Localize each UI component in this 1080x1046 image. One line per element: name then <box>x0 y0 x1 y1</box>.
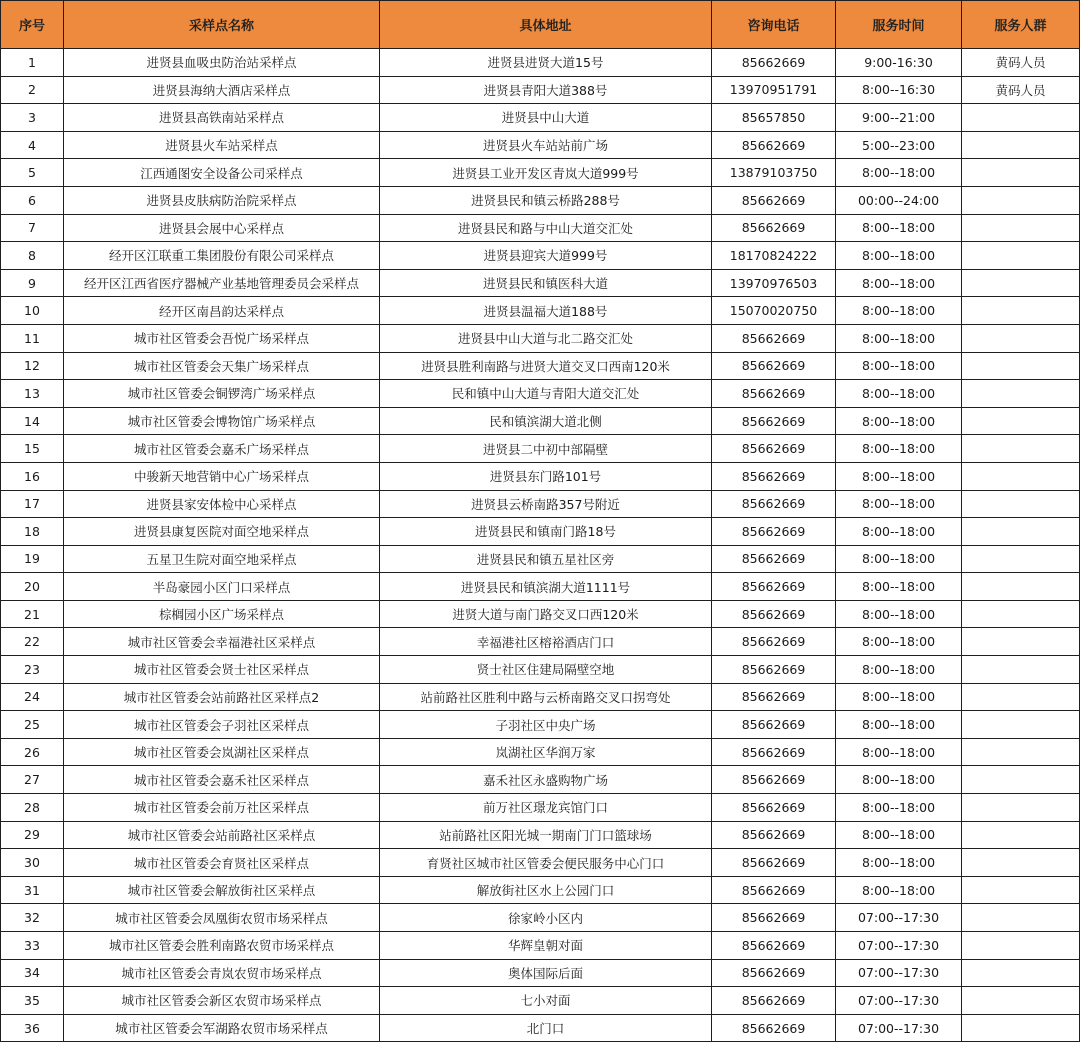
table-row <box>1 159 1080 187</box>
cell-phone: 85662669 <box>712 380 836 408</box>
cell-address: 幸福港社区榕裕酒店门口 <box>380 628 712 656</box>
cell-index: 5 <box>1 159 64 187</box>
cell-index: 1 <box>1 49 64 77</box>
table-row <box>1 600 1080 628</box>
cell-address: 前万社区璟龙宾馆门口 <box>380 794 712 822</box>
cell-phone: 85662669 <box>712 876 836 904</box>
cell-phone: 85662669 <box>712 959 836 987</box>
cell-index: 26 <box>1 738 64 766</box>
cell-service-time: 8:00--16:30 <box>836 76 962 104</box>
cell-address: 进贤县民和镇云桥路288号 <box>380 186 712 214</box>
table-row <box>1 849 1080 877</box>
table-row <box>1 407 1080 435</box>
cell-phone: 85662669 <box>712 490 836 518</box>
table-row <box>1 959 1080 987</box>
cell-service-group <box>962 683 1080 711</box>
cell-site-name: 经开区江西省医疗器械产业基地管理委员会采样点 <box>64 269 380 297</box>
cell-site-name: 城市社区管委会嘉禾广场采样点 <box>64 435 380 463</box>
cell-phone: 85662669 <box>712 656 836 684</box>
cell-site-name: 城市社区管委会嘉禾社区采样点 <box>64 766 380 794</box>
table-row <box>1 490 1080 518</box>
cell-service-group <box>962 876 1080 904</box>
cell-service-group <box>962 1014 1080 1042</box>
cell-service-time: 8:00--18:00 <box>836 711 962 739</box>
cell-index: 32 <box>1 904 64 932</box>
cell-service-group <box>962 794 1080 822</box>
header-address: 具体地址 <box>380 1 712 49</box>
cell-phone: 85662669 <box>712 324 836 352</box>
cell-service-group <box>962 932 1080 960</box>
cell-address: 奥体国际后面 <box>380 959 712 987</box>
cell-phone: 85662669 <box>712 214 836 242</box>
cell-phone: 15070020750 <box>712 297 836 325</box>
cell-service-time: 07:00--17:30 <box>836 904 962 932</box>
cell-address: 进贤县工业开发区青岚大道999号 <box>380 159 712 187</box>
cell-index: 28 <box>1 794 64 822</box>
cell-service-group <box>962 324 1080 352</box>
cell-site-name: 城市社区管委会吾悦广场采样点 <box>64 324 380 352</box>
cell-service-group <box>962 573 1080 601</box>
cell-service-time: 8:00--18:00 <box>836 242 962 270</box>
cell-phone: 13970951791 <box>712 76 836 104</box>
cell-phone: 85662669 <box>712 904 836 932</box>
cell-index: 6 <box>1 186 64 214</box>
cell-service-time: 8:00--18:00 <box>836 352 962 380</box>
cell-phone: 85662669 <box>712 49 836 77</box>
cell-index: 33 <box>1 932 64 960</box>
table-row <box>1 876 1080 904</box>
cell-address: 进贤县胜利南路与进贤大道交叉口西南120米 <box>380 352 712 380</box>
cell-phone: 85662669 <box>712 435 836 463</box>
cell-site-name: 经开区江联重工集团股份有限公司采样点 <box>64 242 380 270</box>
cell-index: 11 <box>1 324 64 352</box>
table-row <box>1 518 1080 546</box>
cell-address: 民和镇中山大道与青阳大道交汇处 <box>380 380 712 408</box>
cell-index: 21 <box>1 600 64 628</box>
cell-site-name: 进贤县高铁南站采样点 <box>64 104 380 132</box>
cell-service-group <box>962 104 1080 132</box>
cell-service-time: 8:00--18:00 <box>836 159 962 187</box>
cell-index: 31 <box>1 876 64 904</box>
cell-address: 民和镇滨湖大道北侧 <box>380 407 712 435</box>
cell-index: 29 <box>1 821 64 849</box>
table-row <box>1 1014 1080 1042</box>
cell-address: 进贤县迎宾大道999号 <box>380 242 712 270</box>
cell-index: 2 <box>1 76 64 104</box>
cell-address: 进贤县中山大道与北二路交汇处 <box>380 324 712 352</box>
table-row <box>1 242 1080 270</box>
header-service-time: 服务时间 <box>836 1 962 49</box>
cell-address: 解放街社区水上公园门口 <box>380 876 712 904</box>
cell-index: 34 <box>1 959 64 987</box>
cell-site-name: 城市社区管委会解放街社区采样点 <box>64 876 380 904</box>
cell-service-group <box>962 628 1080 656</box>
cell-service-time: 8:00--18:00 <box>836 738 962 766</box>
cell-service-time: 8:00--18:00 <box>836 656 962 684</box>
cell-index: 35 <box>1 987 64 1015</box>
cell-phone: 85662669 <box>712 600 836 628</box>
cell-service-time: 8:00--18:00 <box>836 518 962 546</box>
cell-service-time: 8:00--18:00 <box>836 766 962 794</box>
cell-index: 4 <box>1 131 64 159</box>
cell-phone: 85662669 <box>712 545 836 573</box>
cell-index: 23 <box>1 656 64 684</box>
cell-address: 进贤县东门路101号 <box>380 462 712 490</box>
cell-service-time: 8:00--18:00 <box>836 380 962 408</box>
cell-site-name: 城市社区管委会军湖路农贸市场采样点 <box>64 1014 380 1042</box>
table-row <box>1 711 1080 739</box>
cell-service-time: 8:00--18:00 <box>836 297 962 325</box>
cell-phone: 85662669 <box>712 628 836 656</box>
cell-service-time: 8:00--18:00 <box>836 628 962 656</box>
cell-site-name: 进贤县康复医院对面空地采样点 <box>64 518 380 546</box>
table-row <box>1 656 1080 684</box>
cell-address: 进贤县青阳大道388号 <box>380 76 712 104</box>
cell-address: 进贤县二中初中部隔壁 <box>380 435 712 463</box>
cell-address: 进贤县进贤大道15号 <box>380 49 712 77</box>
cell-index: 13 <box>1 380 64 408</box>
cell-address: 进贤县火车站站前广场 <box>380 131 712 159</box>
table-row <box>1 186 1080 214</box>
cell-site-name: 城市社区管委会青岚农贸市场采样点 <box>64 959 380 987</box>
cell-site-name: 进贤县血吸虫防治站采样点 <box>64 49 380 77</box>
cell-service-time: 8:00--18:00 <box>836 435 962 463</box>
cell-service-group: 黄码人员 <box>962 76 1080 104</box>
cell-phone: 85662669 <box>712 1014 836 1042</box>
table-row <box>1 297 1080 325</box>
cell-service-time: 8:00--18:00 <box>836 876 962 904</box>
cell-site-name: 城市社区管委会前万社区采样点 <box>64 794 380 822</box>
table-row <box>1 380 1080 408</box>
cell-site-name: 经开区南昌韵达采样点 <box>64 297 380 325</box>
cell-phone: 85662669 <box>712 849 836 877</box>
table-row <box>1 683 1080 711</box>
cell-service-group <box>962 738 1080 766</box>
cell-service-group <box>962 518 1080 546</box>
table-row <box>1 435 1080 463</box>
cell-address: 站前路社区胜利中路与云桥南路交叉口拐弯处 <box>380 683 712 711</box>
table-row <box>1 269 1080 297</box>
cell-service-group <box>962 600 1080 628</box>
cell-site-name: 半岛豪园小区门口采样点 <box>64 573 380 601</box>
cell-service-time: 8:00--18:00 <box>836 462 962 490</box>
cell-service-group <box>962 821 1080 849</box>
cell-phone: 85662669 <box>712 131 836 159</box>
cell-service-time: 8:00--18:00 <box>836 821 962 849</box>
table-row <box>1 352 1080 380</box>
cell-site-name: 城市社区管委会凤凰街农贸市场采样点 <box>64 904 380 932</box>
cell-index: 7 <box>1 214 64 242</box>
cell-service-time: 07:00--17:30 <box>836 987 962 1015</box>
cell-site-name: 城市社区管委会博物馆广场采样点 <box>64 407 380 435</box>
header-index: 序号 <box>1 1 64 49</box>
cell-service-group <box>962 766 1080 794</box>
cell-phone: 85662669 <box>712 683 836 711</box>
cell-service-group <box>962 656 1080 684</box>
cell-service-time: 07:00--17:30 <box>836 1014 962 1042</box>
cell-service-time: 5:00--23:00 <box>836 131 962 159</box>
table-row <box>1 324 1080 352</box>
cell-site-name: 城市社区管委会育贤社区采样点 <box>64 849 380 877</box>
cell-address: 贤士社区住建局隔壁空地 <box>380 656 712 684</box>
table-row <box>1 628 1080 656</box>
cell-phone: 85662669 <box>712 821 836 849</box>
cell-address: 进贤县民和镇医科大道 <box>380 269 712 297</box>
cell-index: 20 <box>1 573 64 601</box>
table-row <box>1 987 1080 1015</box>
cell-service-group <box>962 352 1080 380</box>
cell-service-time: 9:00--21:00 <box>836 104 962 132</box>
cell-site-name: 进贤县家安体检中心采样点 <box>64 490 380 518</box>
cell-service-group <box>962 242 1080 270</box>
cell-service-group <box>962 159 1080 187</box>
cell-site-name: 城市社区管委会天集广场采样点 <box>64 352 380 380</box>
cell-service-group <box>962 435 1080 463</box>
cell-index: 36 <box>1 1014 64 1042</box>
header-service-group: 服务人群 <box>962 1 1080 49</box>
cell-phone: 85662669 <box>712 932 836 960</box>
cell-phone: 85662669 <box>712 462 836 490</box>
cell-address: 徐家岭小区内 <box>380 904 712 932</box>
cell-site-name: 城市社区管委会子羽社区采样点 <box>64 711 380 739</box>
table-row <box>1 462 1080 490</box>
cell-service-time: 00:00--24:00 <box>836 186 962 214</box>
cell-service-group <box>962 214 1080 242</box>
cell-site-name: 城市社区管委会岚湖社区采样点 <box>64 738 380 766</box>
cell-address: 华辉皇朝对面 <box>380 932 712 960</box>
table-row <box>1 76 1080 104</box>
cell-phone: 85662669 <box>712 738 836 766</box>
cell-index: 14 <box>1 407 64 435</box>
cell-index: 3 <box>1 104 64 132</box>
cell-index: 24 <box>1 683 64 711</box>
cell-service-time: 8:00--18:00 <box>836 794 962 822</box>
header-site-name: 采样点名称 <box>64 1 380 49</box>
cell-service-time: 8:00--18:00 <box>836 683 962 711</box>
table-row <box>1 821 1080 849</box>
cell-service-time: 8:00--18:00 <box>836 849 962 877</box>
cell-service-time: 8:00--18:00 <box>836 490 962 518</box>
cell-site-name: 进贤县海纳大酒店采样点 <box>64 76 380 104</box>
cell-phone: 85662669 <box>712 186 836 214</box>
cell-address: 站前路社区阳光城一期南门门口篮球场 <box>380 821 712 849</box>
cell-service-group <box>962 490 1080 518</box>
cell-phone: 18170824222 <box>712 242 836 270</box>
cell-service-group <box>962 545 1080 573</box>
header-row <box>1 1 1080 49</box>
cell-service-group <box>962 380 1080 408</box>
cell-address: 嘉禾社区永盛购物广场 <box>380 766 712 794</box>
cell-site-name: 城市社区管委会幸福港社区采样点 <box>64 628 380 656</box>
cell-service-time: 8:00--18:00 <box>836 600 962 628</box>
cell-index: 16 <box>1 462 64 490</box>
cell-phone: 85662669 <box>712 987 836 1015</box>
table-header <box>1 1 1080 49</box>
cell-service-group <box>962 186 1080 214</box>
cell-index: 30 <box>1 849 64 877</box>
cell-service-group <box>962 711 1080 739</box>
table-body <box>1 49 1080 1042</box>
cell-service-group <box>962 959 1080 987</box>
cell-service-group <box>962 462 1080 490</box>
table-row <box>1 131 1080 159</box>
cell-site-name: 中骏新天地营销中心广场采样点 <box>64 462 380 490</box>
cell-service-time: 07:00--17:30 <box>836 959 962 987</box>
cell-phone: 13970976503 <box>712 269 836 297</box>
table-row <box>1 766 1080 794</box>
cell-phone: 85657850 <box>712 104 836 132</box>
cell-site-name: 棕榈园小区广场采样点 <box>64 600 380 628</box>
cell-site-name: 城市社区管委会站前路社区采样点 <box>64 821 380 849</box>
cell-index: 25 <box>1 711 64 739</box>
cell-service-group: 黄码人员 <box>962 49 1080 77</box>
cell-phone: 85662669 <box>712 573 836 601</box>
cell-index: 9 <box>1 269 64 297</box>
cell-phone: 85662669 <box>712 794 836 822</box>
cell-service-time: 8:00--18:00 <box>836 573 962 601</box>
cell-service-time: 8:00--18:00 <box>836 269 962 297</box>
cell-index: 17 <box>1 490 64 518</box>
cell-service-group <box>962 904 1080 932</box>
cell-site-name: 进贤县火车站采样点 <box>64 131 380 159</box>
cell-service-time: 9:00-16:30 <box>836 49 962 77</box>
cell-site-name: 江西通图安全设备公司采样点 <box>64 159 380 187</box>
cell-site-name: 城市社区管委会新区农贸市场采样点 <box>64 987 380 1015</box>
cell-site-name: 城市社区管委会站前路社区采样点2 <box>64 683 380 711</box>
cell-site-name: 进贤县会展中心采样点 <box>64 214 380 242</box>
cell-address: 育贤社区城市社区管委会便民服务中心门口 <box>380 849 712 877</box>
cell-service-time: 8:00--18:00 <box>836 545 962 573</box>
cell-phone: 85662669 <box>712 352 836 380</box>
cell-service-time: 07:00--17:30 <box>836 932 962 960</box>
cell-service-group <box>962 849 1080 877</box>
cell-site-name: 五星卫生院对面空地采样点 <box>64 545 380 573</box>
cell-site-name: 进贤县皮肤病防治院采样点 <box>64 186 380 214</box>
cell-index: 8 <box>1 242 64 270</box>
cell-address: 七小对面 <box>380 987 712 1015</box>
cell-index: 15 <box>1 435 64 463</box>
cell-service-group <box>962 987 1080 1015</box>
table-row <box>1 49 1080 77</box>
header-phone: 咨询电话 <box>712 1 836 49</box>
cell-service-group <box>962 131 1080 159</box>
table-row <box>1 738 1080 766</box>
cell-address: 子羽社区中央广场 <box>380 711 712 739</box>
table-row <box>1 932 1080 960</box>
cell-service-time: 8:00--18:00 <box>836 324 962 352</box>
cell-address: 进贤县民和路与中山大道交汇处 <box>380 214 712 242</box>
cell-address: 进贤县民和镇滨湖大道1111号 <box>380 573 712 601</box>
cell-service-group <box>962 297 1080 325</box>
cell-index: 10 <box>1 297 64 325</box>
cell-address: 进贤大道与南门路交叉口西120米 <box>380 600 712 628</box>
table-row <box>1 794 1080 822</box>
cell-service-time: 8:00--18:00 <box>836 214 962 242</box>
cell-service-group <box>962 407 1080 435</box>
cell-site-name: 城市社区管委会胜利南路农贸市场采样点 <box>64 932 380 960</box>
cell-address: 岚湖社区华润万家 <box>380 738 712 766</box>
cell-phone: 85662669 <box>712 711 836 739</box>
table-row <box>1 904 1080 932</box>
cell-index: 22 <box>1 628 64 656</box>
cell-index: 19 <box>1 545 64 573</box>
cell-service-group <box>962 269 1080 297</box>
cell-site-name: 城市社区管委会铜锣湾广场采样点 <box>64 380 380 408</box>
table-row <box>1 214 1080 242</box>
cell-index: 12 <box>1 352 64 380</box>
cell-index: 18 <box>1 518 64 546</box>
cell-site-name: 城市社区管委会贤士社区采样点 <box>64 656 380 684</box>
cell-address: 进贤县云桥南路357号附近 <box>380 490 712 518</box>
cell-phone: 85662669 <box>712 518 836 546</box>
cell-address: 北门口 <box>380 1014 712 1042</box>
cell-service-time: 8:00--18:00 <box>836 407 962 435</box>
table-row <box>1 573 1080 601</box>
cell-address: 进贤县民和镇南门路18号 <box>380 518 712 546</box>
table-row <box>1 104 1080 132</box>
cell-phone: 13879103750 <box>712 159 836 187</box>
cell-index: 27 <box>1 766 64 794</box>
cell-address: 进贤县中山大道 <box>380 104 712 132</box>
cell-phone: 85662669 <box>712 766 836 794</box>
cell-phone: 85662669 <box>712 407 836 435</box>
table-row <box>1 545 1080 573</box>
cell-address: 进贤县民和镇五星社区旁 <box>380 545 712 573</box>
cell-address: 进贤县温福大道188号 <box>380 297 712 325</box>
